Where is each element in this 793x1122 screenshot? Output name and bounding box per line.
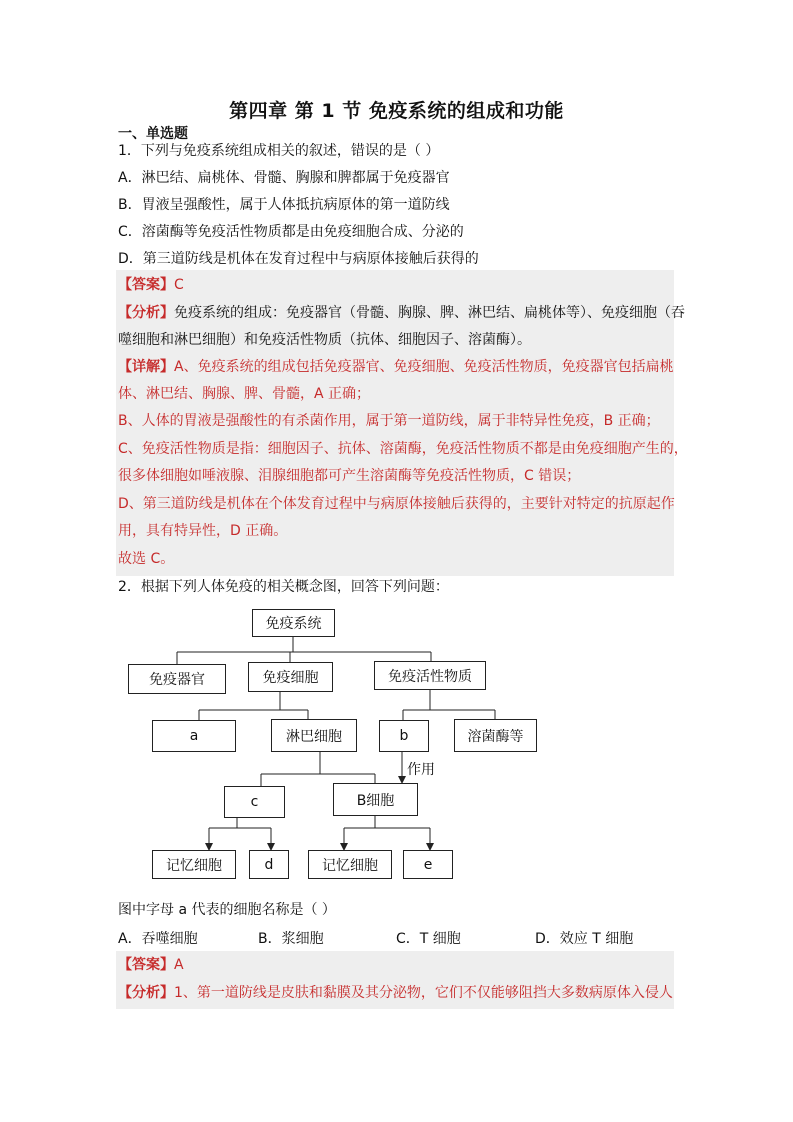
q1-analysis-line-2: 噬细胞和淋巴细胞）和免疫活性物质（抗体、细胞因子、溶菌酶）。 [118, 332, 531, 348]
q2-answer-tag: 【答案】 [118, 957, 174, 973]
node-immune-organ: 免疫器官 [128, 664, 226, 694]
node-d: d [249, 850, 289, 879]
q1-option-a: A．淋巴结、扁桃体、骨髓、胸腺和脾都属于免疫器官 [118, 170, 450, 186]
q2-analysis-line [118, 984, 673, 1002]
page-title: 第四章 第 1 节 免疫系统的组成和功能 [229, 100, 564, 122]
q1-detail-line-7: 用，具有特异性，D 正确。 [118, 523, 288, 539]
node-memory-cell-2: 记忆细胞 [308, 850, 392, 879]
q1-detail-line-6: D、第三道防线是机体在个体发育过程中与病原体接触后获得的，主要针对特定的抗原起作 [118, 496, 675, 512]
node-lymphocyte: 淋巴细胞 [271, 719, 357, 752]
q1-option-d: D．第三道防线是机体在发育过程中与病原体接触后获得的 [118, 251, 479, 267]
q1-detail-line-2: 体、淋巴结、胸腺、脾、骨髓，A 正确； [118, 386, 371, 402]
q1-detail-line-5: 很多体细胞如唾液腺、泪腺细胞都可产生溶菌酶等免疫活性物质，C 错误； [118, 468, 581, 484]
q1-option-b: B．胃液呈强酸性，属于人体抵抗病原体的第一道防线 [118, 197, 450, 213]
q2-option-d: D．效应 T 细胞 [535, 931, 634, 947]
q1-stem: 1．下列与免疫系统组成相关的叙述，错误的是（ ） [118, 143, 440, 159]
q2-analysis-text: 1、第一道防线是皮肤和黏膜及其分泌物，它们不仅能够阻挡大多数病原体入侵人 [174, 985, 673, 1001]
q1-detail-line-3: B、人体的胃液是强酸性的有杀菌作用，属于第一道防线，属于非特异性免疫，B 正确； [118, 413, 660, 429]
q2-option-c: C．T 细胞 [396, 931, 461, 947]
q2-option-b: B．浆细胞 [258, 931, 324, 947]
q2-analysis-tag: 【分析】 [118, 985, 174, 1001]
node-immune-active-substance: 免疫活性物质 [374, 661, 486, 690]
q1-option-c: C．溶菌酶等免疫活性物质都是由免疫细胞合成、分泌的 [118, 224, 464, 240]
q2-sub-stem: 图中字母 a 代表的细胞名称是（ ） [118, 902, 336, 918]
section-heading: 一、单选题 [118, 126, 188, 142]
q1-answer-tag: 【答案】 [118, 277, 174, 293]
node-lysozyme: 溶菌酶等 [454, 719, 537, 752]
node-c: c [224, 786, 285, 818]
node-memory-cell-1: 记忆细胞 [152, 850, 236, 879]
q2-answer-line [118, 956, 184, 974]
q1-analysis-tag: 【分析】 [118, 305, 174, 321]
node-immune-system: 免疫系统 [252, 609, 335, 637]
q1-detail-text-1: A、免疫系统的组成包括免疫器官、免疫细胞、免疫活性物质，免疫器官包括扁桃 [174, 359, 674, 375]
q1-answer-value: C [174, 277, 184, 293]
q2-option-a: A．吞噬细胞 [118, 931, 198, 947]
label-effect: 作用 [407, 762, 435, 778]
node-b: b [379, 720, 429, 752]
node-immune-cell: 免疫细胞 [248, 662, 333, 692]
node-a: a [152, 720, 236, 752]
q2-answer-value: A [174, 957, 184, 973]
node-e: e [403, 850, 453, 879]
q2-stem: 2．根据下列人体免疫的相关概念图，回答下列问题： [118, 579, 449, 595]
q1-detail-line-4: C、免疫活性物质是指：细胞因子、抗体、溶菌酶，免疫活性物质不都是由免疫细胞产生的， [118, 441, 688, 457]
node-b-cell: B细胞 [333, 783, 418, 816]
q1-detail-line-8: 故选 C。 [118, 551, 175, 567]
q1-detail-tag: 【详解】 [118, 359, 174, 375]
q1-analysis-text-1: 免疫系统的组成：免疫器官（骨髓、胸腺、脾、淋巴结、扁桃体等）、免疫细胞（吞 [174, 305, 685, 321]
